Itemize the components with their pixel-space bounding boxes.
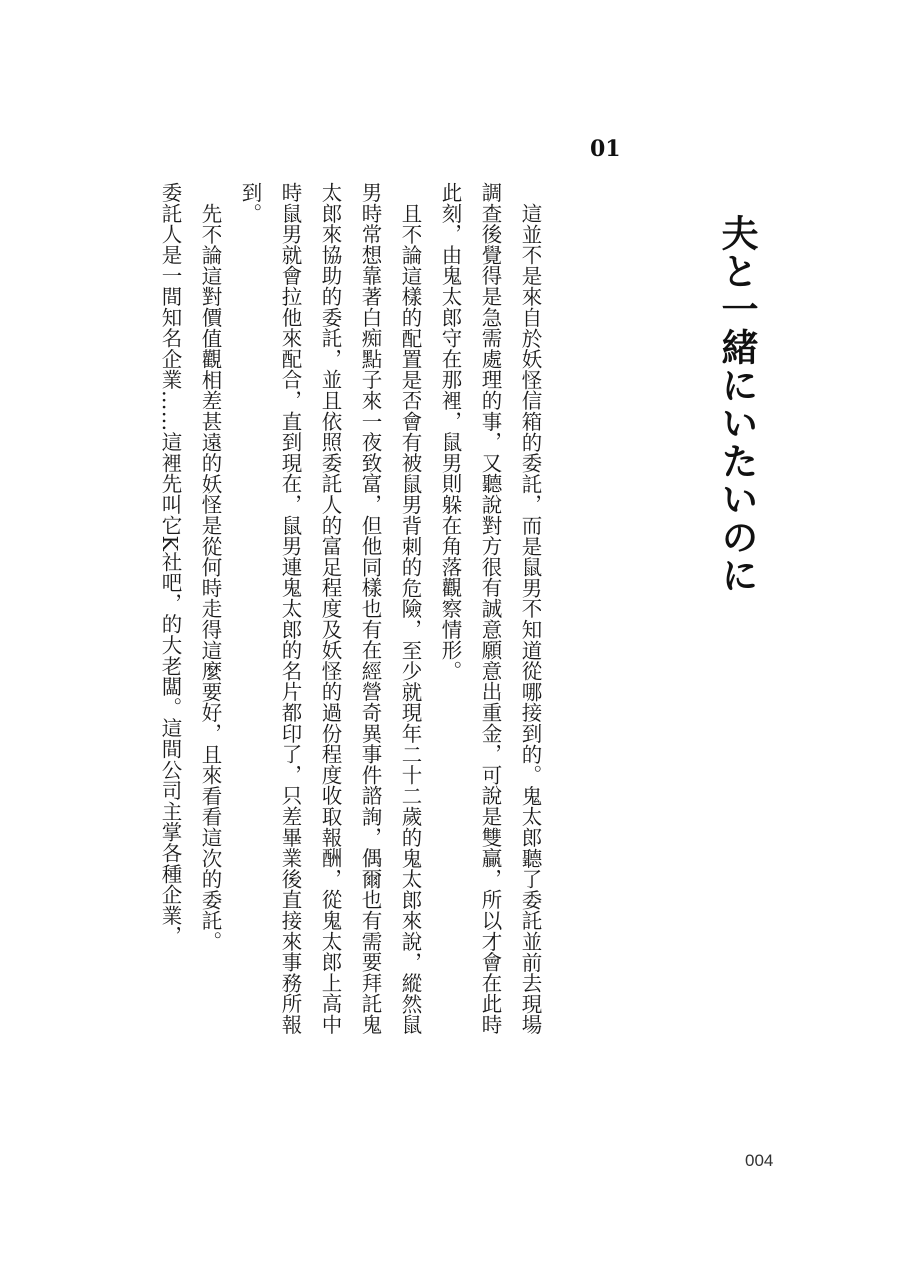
chapter-number: 01 [590,136,621,162]
body-text [150,182,550,1042]
page-number: 004 [745,1151,774,1170]
chapter-title: 夫と一緒にいたいのに [715,214,759,594]
paragraph: 且不論這樣的配置是否會有被鼠男背刺的危險，至少就現年二十二歲的鬼太郎來說，縱然鼠男時常想靠著白痴點子來一夜致富，但他同樣也有在經營奇異事件諮詢，偶爾也有需要拜託鬼太郎來協助的委託，並且依照委託人的富足程度及妖怪的過份程度收取報酬，從鬼太郎上高中時鼠男就會拉他來配合，直到現在，鼠男連鬼太郎的名片都印了，只差畢業後直接來事務所報到。 [238,182,422,1035]
paragraph: 先不論這對價值觀相差甚遠的妖怪是從何時走得這麼要好，且來看看這次的委託。 [198,202,222,952]
paragraph: 這並不是來自於妖怪信箱的委託，而是鼠男不知道從哪接到的。鬼太郎聽了委託並前去現場調查後覺得是急需處理的事，又聽說對方很有誠意願意出重金，可說是雙贏，所以才會在此時此刻，由鬼太郎守在那裡，鼠男則躲在角落觀察情形。 [438,182,542,1035]
paragraph: 委託人是一間知名企業……這裡先叫它K社吧，的大老闆。這間公司主掌各種企業， [158,182,182,947]
